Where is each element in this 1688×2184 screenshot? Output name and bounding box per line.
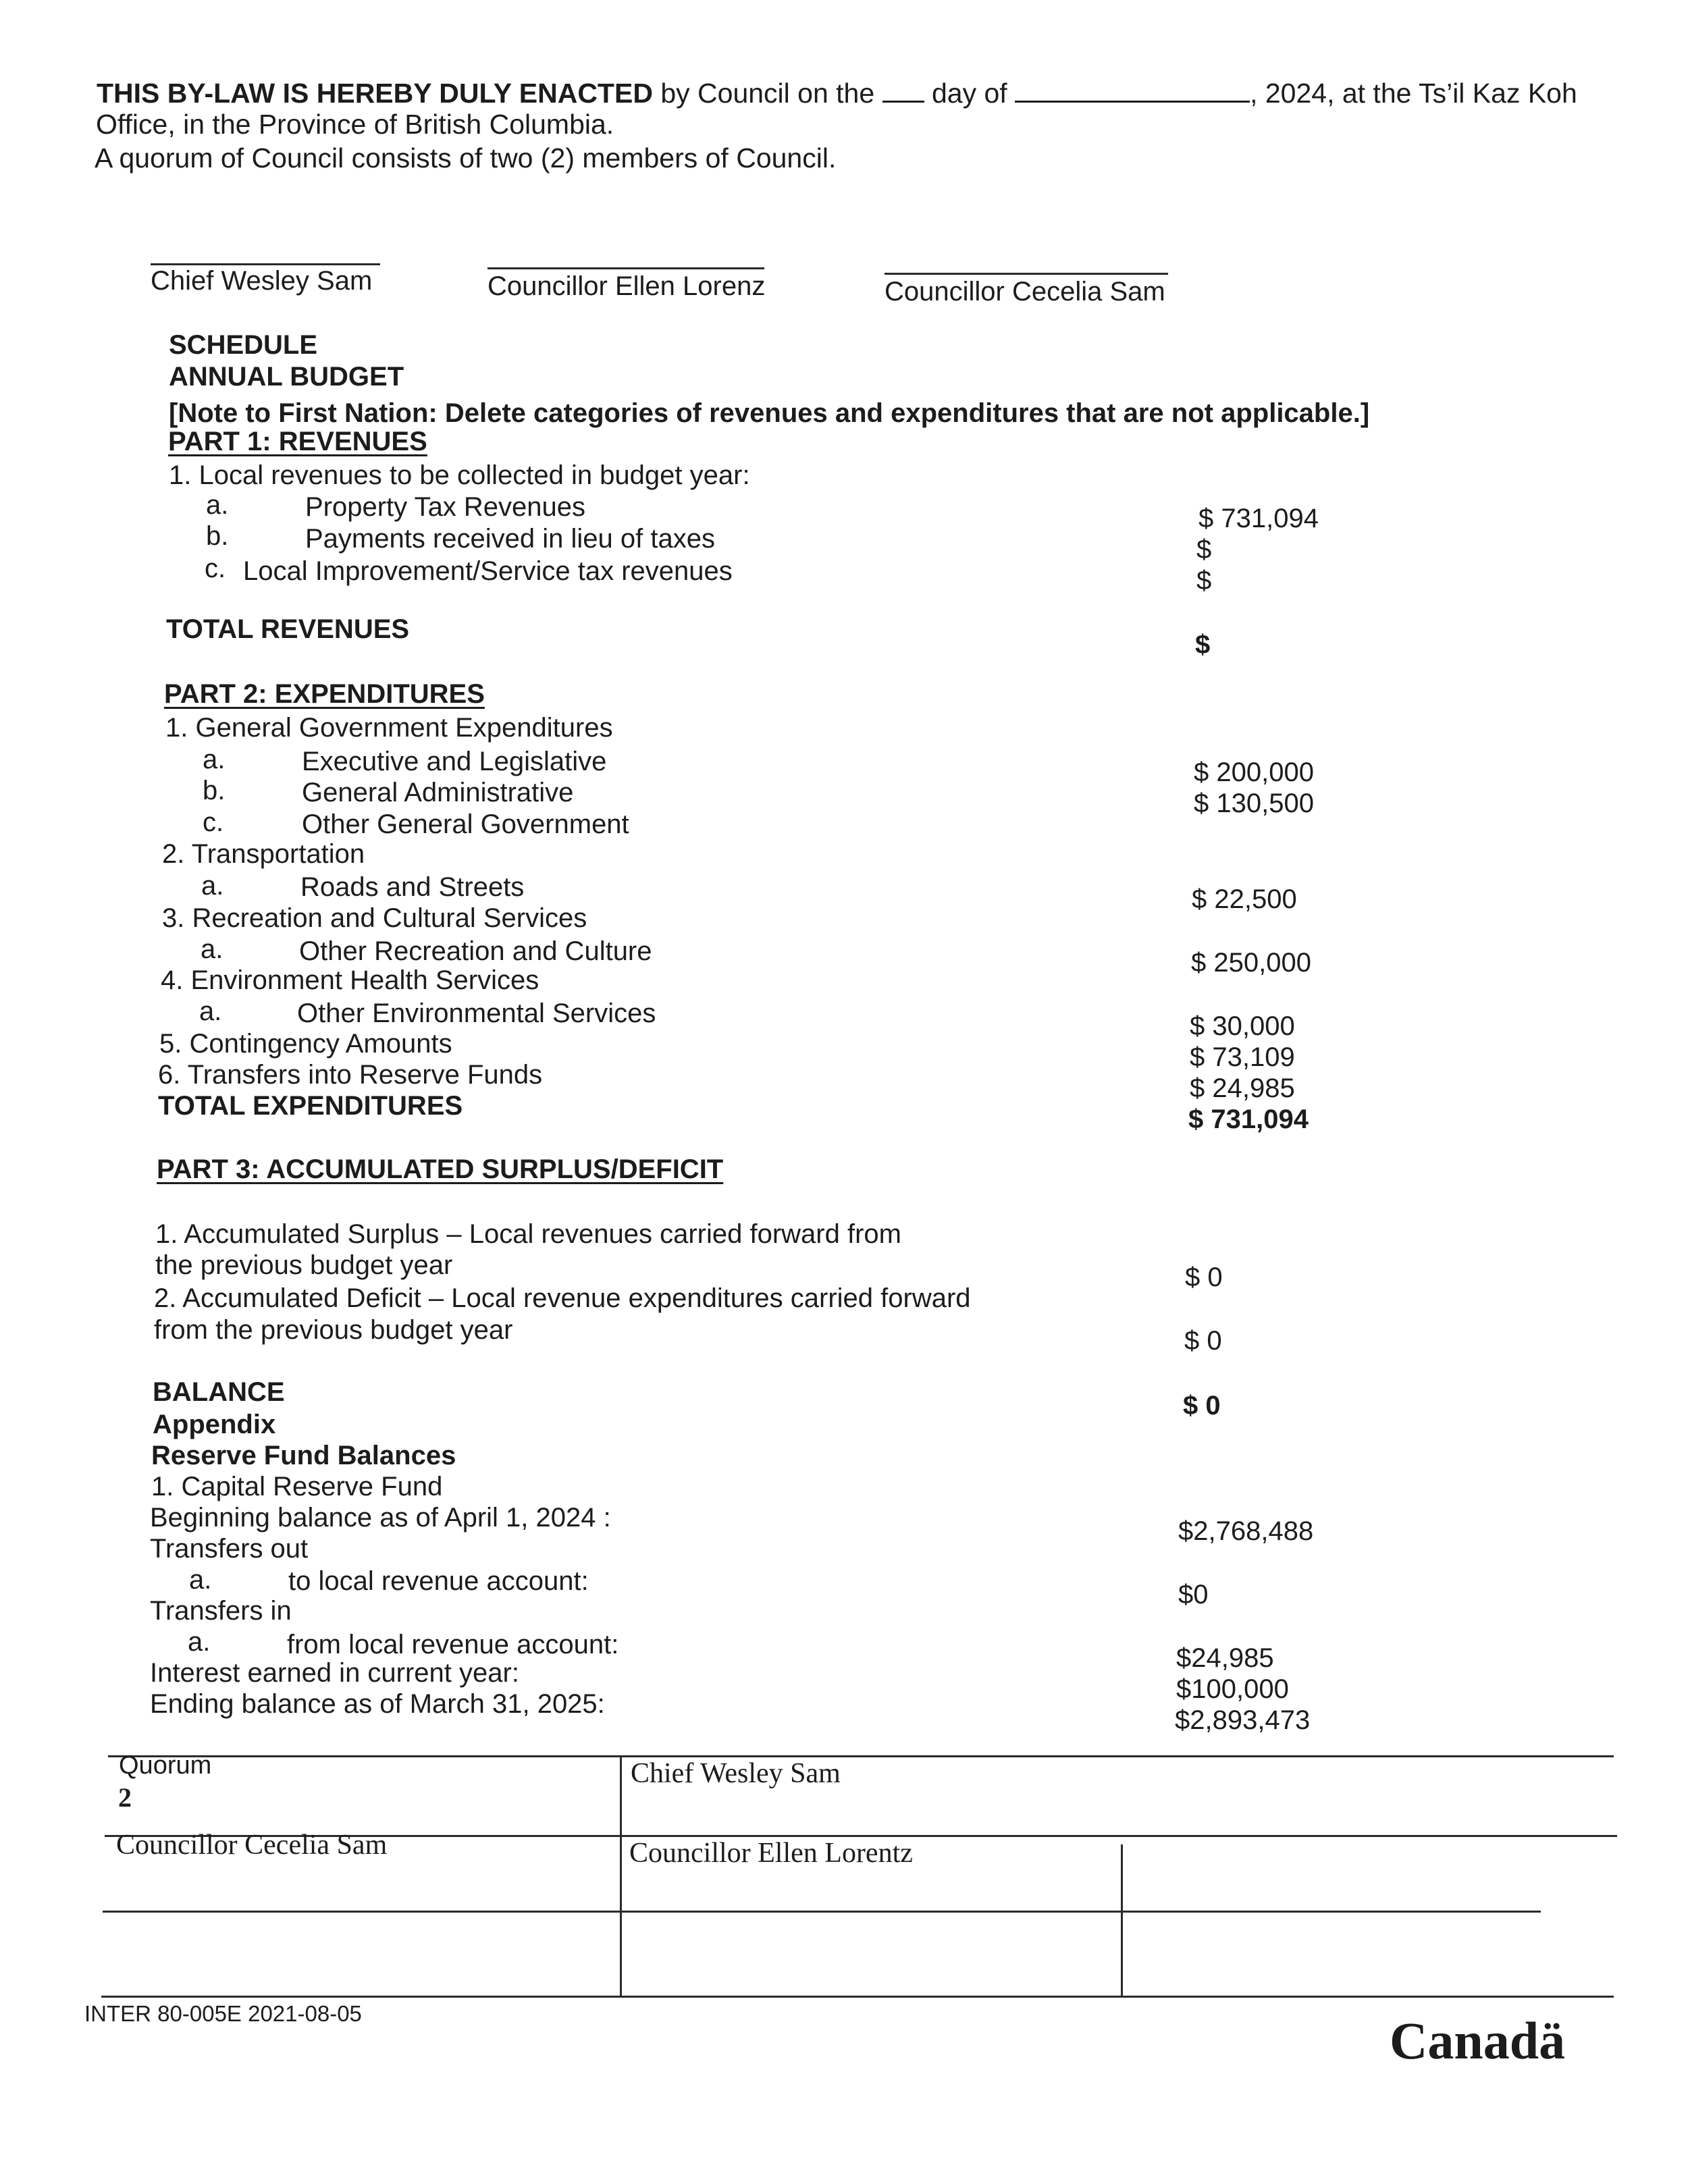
exp-amount-administrative: $ 130,500: [1194, 789, 1314, 818]
signature-line-chief: [151, 263, 380, 265]
signature-line-councillor-ellen: [487, 267, 764, 269]
schedule-subtitle: ANNUAL BUDGET: [169, 362, 404, 392]
exp-other-environmental: Other Environmental Services: [297, 998, 656, 1028]
table-councillor-ellen: Councillor Ellen Lorentz: [629, 1838, 913, 1869]
total-revenues-label: TOTAL REVENUES: [166, 614, 410, 644]
exp-general-government: 1. General Government Expenditures: [165, 713, 613, 743]
transfers-out-label: Transfers out: [150, 1534, 309, 1564]
appendix-title: Appendix: [153, 1410, 276, 1439]
enactment-by-council: by Council on the: [660, 78, 875, 109]
capital-reserve-fund: 1. Capital Reserve Fund: [151, 1472, 443, 1501]
balance-label: BALANCE: [153, 1377, 285, 1407]
part1-amount-property-tax: $ 731,094: [1198, 504, 1319, 533]
day-blank: [882, 101, 924, 103]
exp-letter-administrative: b.: [203, 776, 226, 805]
part1-heading: PART 1: REVENUES: [168, 427, 427, 456]
enactment-bold-lead: THIS BY-LAW IS HEREBY DULY ENACTED: [97, 78, 653, 109]
table-councillor-cecelia: Councillor Cecelia Sam: [116, 1830, 388, 1861]
deficit-amount: $ 0: [1184, 1326, 1222, 1356]
table-bottom-border: [101, 1996, 1614, 1998]
beginning-balance-label: Beginning balance as of April 1, 2024 :: [150, 1503, 611, 1533]
schedule-note: [Note to First Nation: Delete categories of revenues and expenditures that are not applicable.]: [169, 398, 1370, 428]
transfers-in-letter: a.: [188, 1627, 211, 1657]
quorum-label: Quorum: [119, 1751, 212, 1780]
transfers-out-letter: a.: [189, 1565, 212, 1595]
exp-letter-other-general: c.: [203, 807, 224, 837]
schedule-title: SCHEDULE: [169, 330, 318, 360]
exp-letter-recreation: a.: [201, 934, 223, 964]
table-divider-1: [620, 1755, 622, 1996]
part1-label-property-tax: Property Tax Revenues: [305, 492, 586, 522]
total-expenditures-label: TOTAL EXPENDITURES: [158, 1091, 463, 1121]
deficit-line-1: 2. Accumulated Deficit – Local revenue expenditures carried forward: [154, 1283, 971, 1313]
enactment-year-place: , 2024, at the Ts’il Kaz Koh: [1250, 78, 1577, 109]
exp-contingency: 5. Contingency Amounts: [159, 1029, 452, 1059]
exp-executive-legislative: Executive and Legislative: [302, 747, 607, 776]
form-code: INTER 80-005E 2021-08-05: [84, 2001, 362, 2026]
canada-wordmark: Canadä: [1390, 2011, 1566, 2070]
part1-item1: 1. Local revenues to be collected in budget year:: [169, 460, 750, 490]
exp-letter-roads: a.: [201, 871, 224, 901]
exp-amount-recreation: $ 250,000: [1191, 948, 1311, 978]
month-blank: [1015, 101, 1250, 103]
exp-amount-roads: $ 22,500: [1192, 884, 1297, 914]
exp-amount-environmental: $ 30,000: [1190, 1011, 1295, 1041]
signature-councillor-cecelia: Councillor Cecelia Sam: [885, 277, 1165, 307]
beginning-balance-amount: $2,768,488: [1178, 1516, 1314, 1546]
balance-amount: $ 0: [1183, 1391, 1221, 1420]
exp-letter-environment: a.: [199, 996, 222, 1026]
deficit-line-2: from the previous budget year: [154, 1315, 513, 1345]
signature-line-councillor-cecelia: [885, 273, 1168, 275]
total-revenues-amount: $: [1195, 630, 1211, 660]
exp-general-administrative: General Administrative: [302, 778, 574, 807]
part1-letter-b: b.: [206, 521, 229, 551]
table-divider-2: [1121, 1844, 1123, 1996]
part2-heading: PART 2: EXPENDITURES: [164, 679, 485, 709]
part1-label-local-improvement: Local Improvement/Service tax revenues: [243, 556, 733, 586]
exp-other-recreation: Other Recreation and Culture: [299, 936, 652, 966]
part1-amount-local-improvement: $: [1196, 566, 1212, 595]
surplus-line-1: 1. Accumulated Surplus – Local revenues carried forward from: [155, 1219, 901, 1249]
interest-earned-label: Interest earned in current year:: [150, 1658, 519, 1688]
surplus-line-2: the previous budget year: [155, 1250, 453, 1280]
exp-environment: 4. Environment Health Services: [161, 965, 539, 995]
part1-amount-pilt: $: [1196, 535, 1212, 564]
exp-recreation: 3. Recreation and Cultural Services: [162, 903, 587, 933]
appendix-subtitle: Reserve Fund Balances: [151, 1441, 456, 1470]
part1-letter-c: c.: [205, 554, 226, 583]
surplus-amount: $ 0: [1185, 1262, 1223, 1292]
exp-letter-executive: a.: [203, 745, 226, 774]
exp-transportation: 2. Transportation: [162, 839, 365, 869]
exp-amount-transfers-reserve: $ 24,985: [1190, 1073, 1295, 1103]
table-top-border: [108, 1755, 1614, 1757]
part1-label-pilt: Payments received in lieu of taxes: [305, 524, 715, 554]
part3-heading: PART 3: ACCUMULATED SURPLUS/DEFICIT: [157, 1154, 724, 1184]
transfers-in-from-local: from local revenue account:: [287, 1630, 619, 1659]
transfers-out-to-local: to local revenue account:: [288, 1566, 589, 1596]
enactment-line-1: [97, 80, 1577, 107]
exp-roads-streets: Roads and Streets: [300, 872, 525, 902]
ending-balance-amount: $2,893,473: [1175, 1705, 1311, 1735]
total-expenditures-amount: $ 731,094: [1188, 1104, 1309, 1134]
quorum-value: 2: [118, 1782, 132, 1813]
enactment-day-of: day of: [931, 78, 1007, 109]
part1-letter-a: a.: [206, 490, 229, 520]
exp-amount-contingency: $ 73,109: [1190, 1042, 1295, 1072]
enactment-line-2: Office, in the Province of British Columbia.: [96, 109, 614, 140]
transfers-out-amount: $0: [1178, 1580, 1209, 1609]
transfers-in-label: Transfers in: [150, 1596, 292, 1626]
signature-chief: Chief Wesley Sam: [151, 266, 373, 296]
exp-other-general: Other General Government: [302, 809, 629, 839]
interest-earned-amount: $100,000: [1176, 1674, 1289, 1704]
enactment-line-3: A quorum of Council consists of two (2) members of Council.: [95, 142, 837, 174]
table-chief: Chief Wesley Sam: [631, 1758, 841, 1789]
exp-amount-executive: $ 200,000: [1194, 757, 1314, 787]
ending-balance-label: Ending balance as of March 31, 2025:: [150, 1689, 605, 1719]
table-row2-border: [103, 1911, 1541, 1913]
exp-transfers-reserve: 6. Transfers into Reserve Funds: [158, 1060, 543, 1090]
signature-councillor-ellen: Councillor Ellen Lorenz: [487, 271, 766, 301]
transfers-in-amount: $24,985: [1176, 1643, 1274, 1673]
